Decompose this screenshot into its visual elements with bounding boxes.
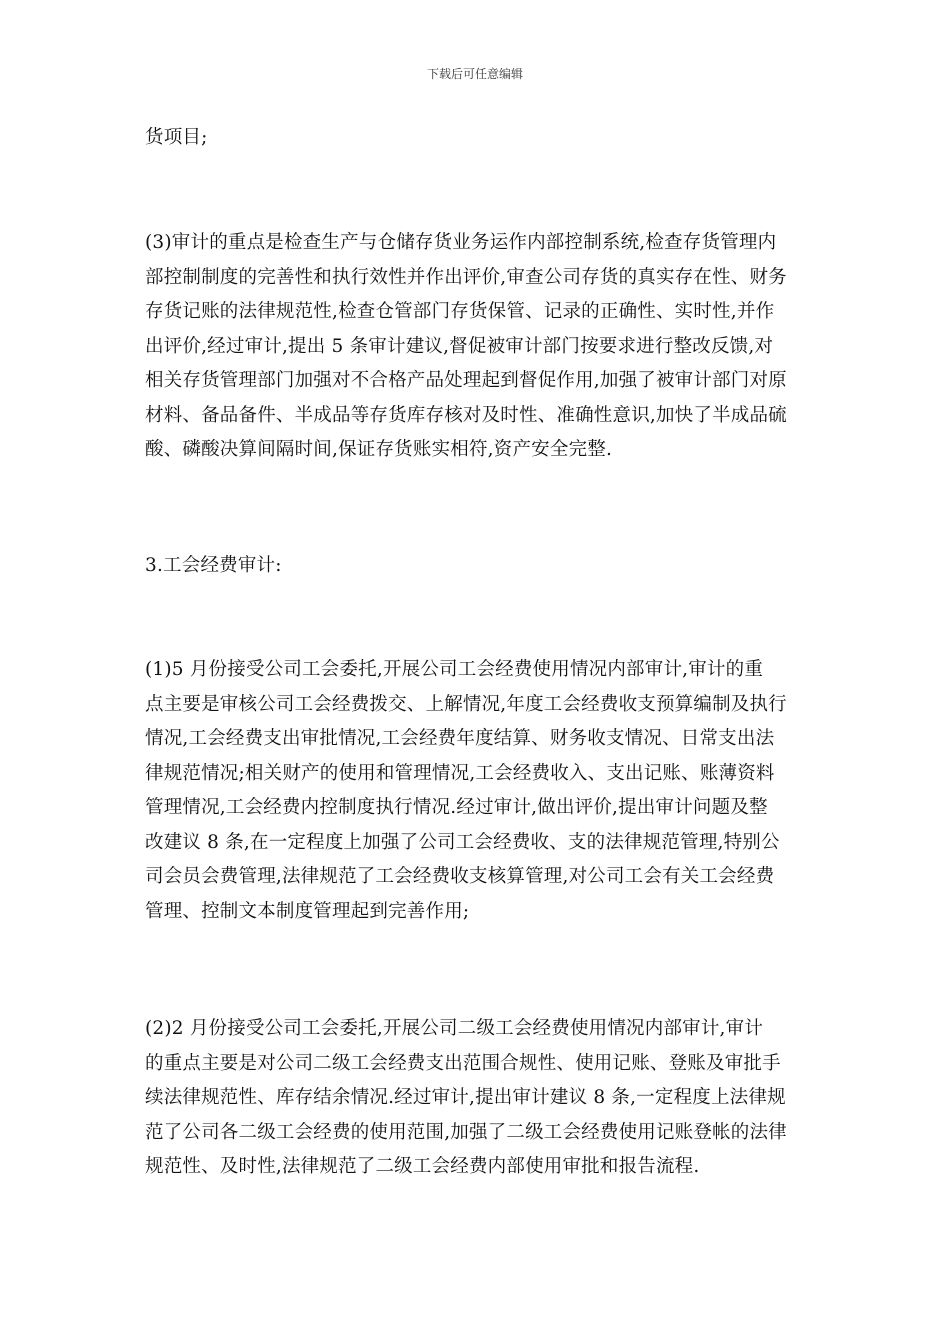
heading-line: 3.工会经费审计: — [145, 555, 282, 576]
text-line: 续法律规范性、库存结余情况.经过审计,提出审计建议 8 条,一定程度上法律规 — [145, 1087, 786, 1108]
text-line: 点主要是审核公司工会经费拨交、上解情况,年度工会经费收支预算编制及执行 — [145, 693, 787, 715]
text-line: 存货记账的法律规范性,检查仓管部门存货保管、记录的正确性、实时性,并作 — [145, 301, 775, 322]
text-line: 管理情况,工会经费内控制度执行情况.经过审计,做出评价,提出审计问题及整 — [145, 797, 768, 818]
text-line: 范了公司各二级工会经费的使用范围,加强了二级工会经费使用记账登帐的法律 — [145, 1121, 787, 1143]
text-line: 情况,工会经费支出审批情况,工会经费年度结算、财务收支情况、日常支出法 — [145, 728, 775, 749]
text-line: 材料、备品备件、半成品等存货库存核对及时性、准确性意识,加快了半成品硫 — [145, 404, 787, 426]
paragraph-continuation — [145, 121, 809, 156]
text-line: (2)2 月份接受公司工会委托,开展公司二级工会经费使用情况内部审计,审计 — [145, 1018, 764, 1039]
text-line: 部控制制度的完善性和执行效性并作出评价,审查公司存货的真实存在性、财务 — [145, 266, 787, 288]
text-line: 酸、磷酸决算间隔时间,保证存货账实相符,资产安全完整. — [145, 439, 613, 460]
text-line: (3)审计的重点是检查生产与仓储存货业务运作内部控制系统,检查存货管理内 — [145, 232, 777, 253]
text-line: 管理、控制文本制度管理起到完善作用; — [145, 900, 470, 922]
text-line: 出评价,经过审计,提出 5 条审计建议,督促被审计部门按要求进行整改反馈,对 — [145, 335, 774, 357]
text-line: (1)5 月份接受公司工会委托,开展公司工会经费使用情况内部审计,审计的重 — [145, 659, 764, 680]
paragraph-union-audit-2 — [145, 1012, 809, 1185]
text-line: 货项目; — [145, 127, 208, 148]
text-line: 改建议 8 条,在一定程度上加强了公司工会经费收、支的法律规范管理,特别公 — [145, 831, 780, 853]
text-line: 律规范情况;相关财产的使用和管理情况,工会经费收入、支出记账、账薄资料 — [145, 762, 775, 784]
text-line: 规范性、及时性,法律规范了二级工会经费内部使用审批和报告流程. — [145, 1156, 700, 1177]
paragraph-union-audit-1 — [145, 653, 809, 929]
section-heading — [145, 549, 809, 584]
paragraph-inventory-audit — [145, 226, 809, 468]
text-line: 司会员会费管理,法律规范了工会经费收支核算管理,对公司工会有关工会经费 — [145, 866, 775, 887]
text-line: 相关存货管理部门加强对不合格产品处理起到督促作用,加强了被审计部门对原 — [145, 370, 787, 391]
page-header: 下载后可任意编辑 — [426, 67, 523, 81]
text-line: 的重点主要是对公司二级工会经费支出范围合规性、使用记账、登账及审批手 — [145, 1052, 781, 1074]
